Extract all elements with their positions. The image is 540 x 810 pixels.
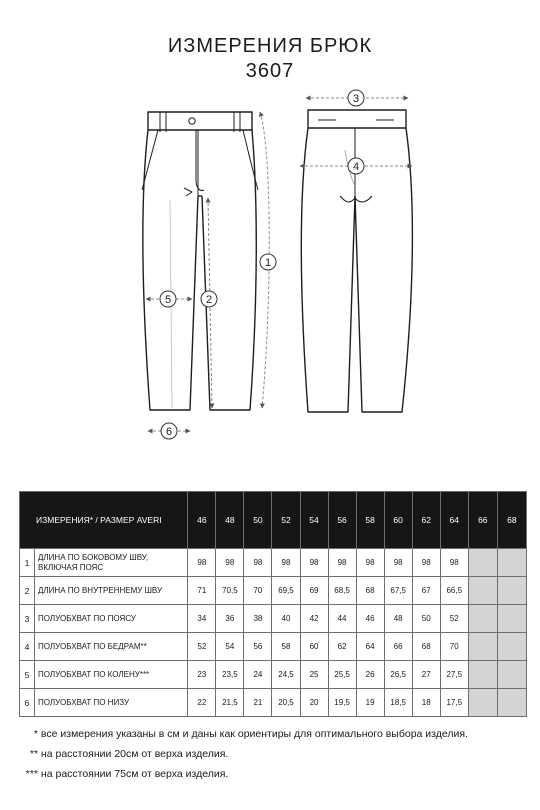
marker-1 xyxy=(260,254,276,270)
size-header: 56 xyxy=(328,492,356,549)
size-header: 50 xyxy=(244,492,272,549)
marker-4 xyxy=(348,158,364,174)
value-cell: 66,5 xyxy=(440,577,468,605)
size-header: 48 xyxy=(216,492,244,549)
svg-text:3: 3 xyxy=(352,93,360,105)
value-cell: 22 xyxy=(188,689,216,717)
value-cell: 25,5 xyxy=(328,661,356,689)
row-label: ДЛИНА ПО ВНУТРЕННЕМУ ШВУ xyxy=(35,577,188,605)
value-cell: 60 xyxy=(300,633,328,661)
size-header: 62 xyxy=(412,492,440,549)
measure-lines xyxy=(146,98,412,431)
row-number: 4 xyxy=(20,633,35,661)
table-row xyxy=(20,549,527,577)
table-row xyxy=(20,633,527,661)
value-cell: 68 xyxy=(412,633,440,661)
value-cell: 20,5 xyxy=(272,689,300,717)
value-cell: 23,5 xyxy=(216,661,244,689)
value-cell: 50 xyxy=(412,605,440,633)
svg-text:4: 4 xyxy=(352,161,360,173)
value-cell: 24,5 xyxy=(272,661,300,689)
page-title: ИЗМЕРЕНИЯ БРЮК xyxy=(167,35,373,57)
value-cell: 44 xyxy=(328,605,356,633)
value-cell: 24 xyxy=(244,661,272,689)
row-number: 1 xyxy=(20,549,35,577)
row-label: ПОЛУОБХВАТ ПО КОЛЕНУ*** xyxy=(35,661,188,689)
row-number: 5 xyxy=(20,661,35,689)
size-header: 52 xyxy=(272,492,300,549)
model-number: 3607 xyxy=(245,60,295,82)
marker-6 xyxy=(161,423,177,439)
value-cell: 19,5 xyxy=(328,689,356,717)
size-header: 64 xyxy=(440,492,468,549)
value-cell: 26,5 xyxy=(384,661,412,689)
value-cell: 69 xyxy=(300,577,328,605)
value-cell: 67 xyxy=(412,577,440,605)
value-cell: 19 xyxy=(356,689,384,717)
size-header: 66 xyxy=(468,492,497,549)
value-cell: 18,5 xyxy=(384,689,412,717)
size-header: 60 xyxy=(384,492,412,549)
svg-text:5: 5 xyxy=(164,294,172,306)
marker-5 xyxy=(160,291,176,307)
footnote-1: * все измерения указаны в см и даны как ориентиры для оптимального выбора изделия. xyxy=(33,728,468,740)
row-label: ПОЛУОБХВАТ ПО НИЗУ xyxy=(35,689,188,717)
row-label: ДЛИНА ПО БОКОВОМУ ШВУ, ВКЛЮЧАЯ ПОЯС xyxy=(35,549,188,577)
value-cell: 70 xyxy=(244,577,272,605)
value-cell: 42 xyxy=(300,605,328,633)
table-row xyxy=(20,661,527,689)
front-view xyxy=(142,112,258,410)
value-cell: 48 xyxy=(384,605,412,633)
value-cell: 67,5 xyxy=(384,577,412,605)
value-cell: 52 xyxy=(188,633,216,661)
marker-3 xyxy=(348,90,364,106)
value-cell: 62 xyxy=(328,633,356,661)
value-cell: 20 xyxy=(300,689,328,717)
value-cell: 64 xyxy=(356,633,384,661)
value-cell: 98 xyxy=(356,549,384,577)
value-cell: 25 xyxy=(300,661,328,689)
value-cell xyxy=(497,605,526,633)
value-cell xyxy=(468,549,497,577)
svg-text:1: 1 xyxy=(264,257,272,269)
value-cell xyxy=(468,633,497,661)
value-cell xyxy=(497,689,526,717)
value-cell xyxy=(497,661,526,689)
row-number: 6 xyxy=(20,689,35,717)
value-cell: 68 xyxy=(356,577,384,605)
size-header: 46 xyxy=(188,492,216,549)
footnote-3: *** на расстоянии 75см от верха изделия. xyxy=(25,768,229,780)
value-cell: 98 xyxy=(440,549,468,577)
value-cell: 27,5 xyxy=(440,661,468,689)
svg-text:6: 6 xyxy=(165,426,173,438)
marker-2 xyxy=(201,291,217,307)
row-label: ПОЛУОБХВАТ ПО БЕДРАМ** xyxy=(35,633,188,661)
value-cell: 23 xyxy=(188,661,216,689)
value-cell: 26 xyxy=(356,661,384,689)
value-cell xyxy=(497,633,526,661)
header-label: ИЗМЕРЕНИЯ* / РАЗМЕР AVERI xyxy=(20,492,188,549)
footnote-2: ** на расстоянии 20см от верха изделия. xyxy=(29,748,229,760)
value-cell: 98 xyxy=(328,549,356,577)
value-cell: 98 xyxy=(412,549,440,577)
value-cell: 34 xyxy=(188,605,216,633)
value-cell xyxy=(468,577,497,605)
value-cell: 98 xyxy=(188,549,216,577)
size-header: 58 xyxy=(356,492,384,549)
value-cell: 52 xyxy=(440,605,468,633)
row-number: 2 xyxy=(20,577,35,605)
value-cell: 68,5 xyxy=(328,577,356,605)
value-cell: 69,5 xyxy=(272,577,300,605)
value-cell: 56 xyxy=(244,633,272,661)
value-cell: 98 xyxy=(244,549,272,577)
value-cell: 46 xyxy=(356,605,384,633)
value-cell xyxy=(497,549,526,577)
value-cell: 54 xyxy=(216,633,244,661)
value-cell: 70,5 xyxy=(216,577,244,605)
value-cell: 58 xyxy=(272,633,300,661)
row-label: ПОЛУОБХВАТ ПО ПОЯСУ xyxy=(35,605,188,633)
value-cell: 38 xyxy=(244,605,272,633)
value-cell: 70 xyxy=(440,633,468,661)
value-cell: 98 xyxy=(384,549,412,577)
value-cell: 40 xyxy=(272,605,300,633)
value-cell: 21 xyxy=(244,689,272,717)
value-cell: 18 xyxy=(412,689,440,717)
value-cell: 36 xyxy=(216,605,244,633)
value-cell: 98 xyxy=(272,549,300,577)
value-cell: 66 xyxy=(384,633,412,661)
table-row xyxy=(20,689,527,717)
row-number: 3 xyxy=(20,605,35,633)
size-table xyxy=(19,491,527,717)
value-cell: 98 xyxy=(216,549,244,577)
value-cell xyxy=(497,577,526,605)
value-cell: 27 xyxy=(412,661,440,689)
table-row xyxy=(20,577,527,605)
value-cell: 21,5 xyxy=(216,689,244,717)
value-cell xyxy=(468,661,497,689)
value-cell: 17,5 xyxy=(440,689,468,717)
size-header: 68 xyxy=(497,492,526,549)
value-cell xyxy=(468,605,497,633)
value-cell: 71 xyxy=(188,577,216,605)
table-header-row xyxy=(20,492,527,549)
table-row xyxy=(20,605,527,633)
value-cell: 98 xyxy=(300,549,328,577)
svg-text:2: 2 xyxy=(205,294,213,306)
back-view xyxy=(301,110,412,412)
size-header: 54 xyxy=(300,492,328,549)
value-cell xyxy=(468,689,497,717)
